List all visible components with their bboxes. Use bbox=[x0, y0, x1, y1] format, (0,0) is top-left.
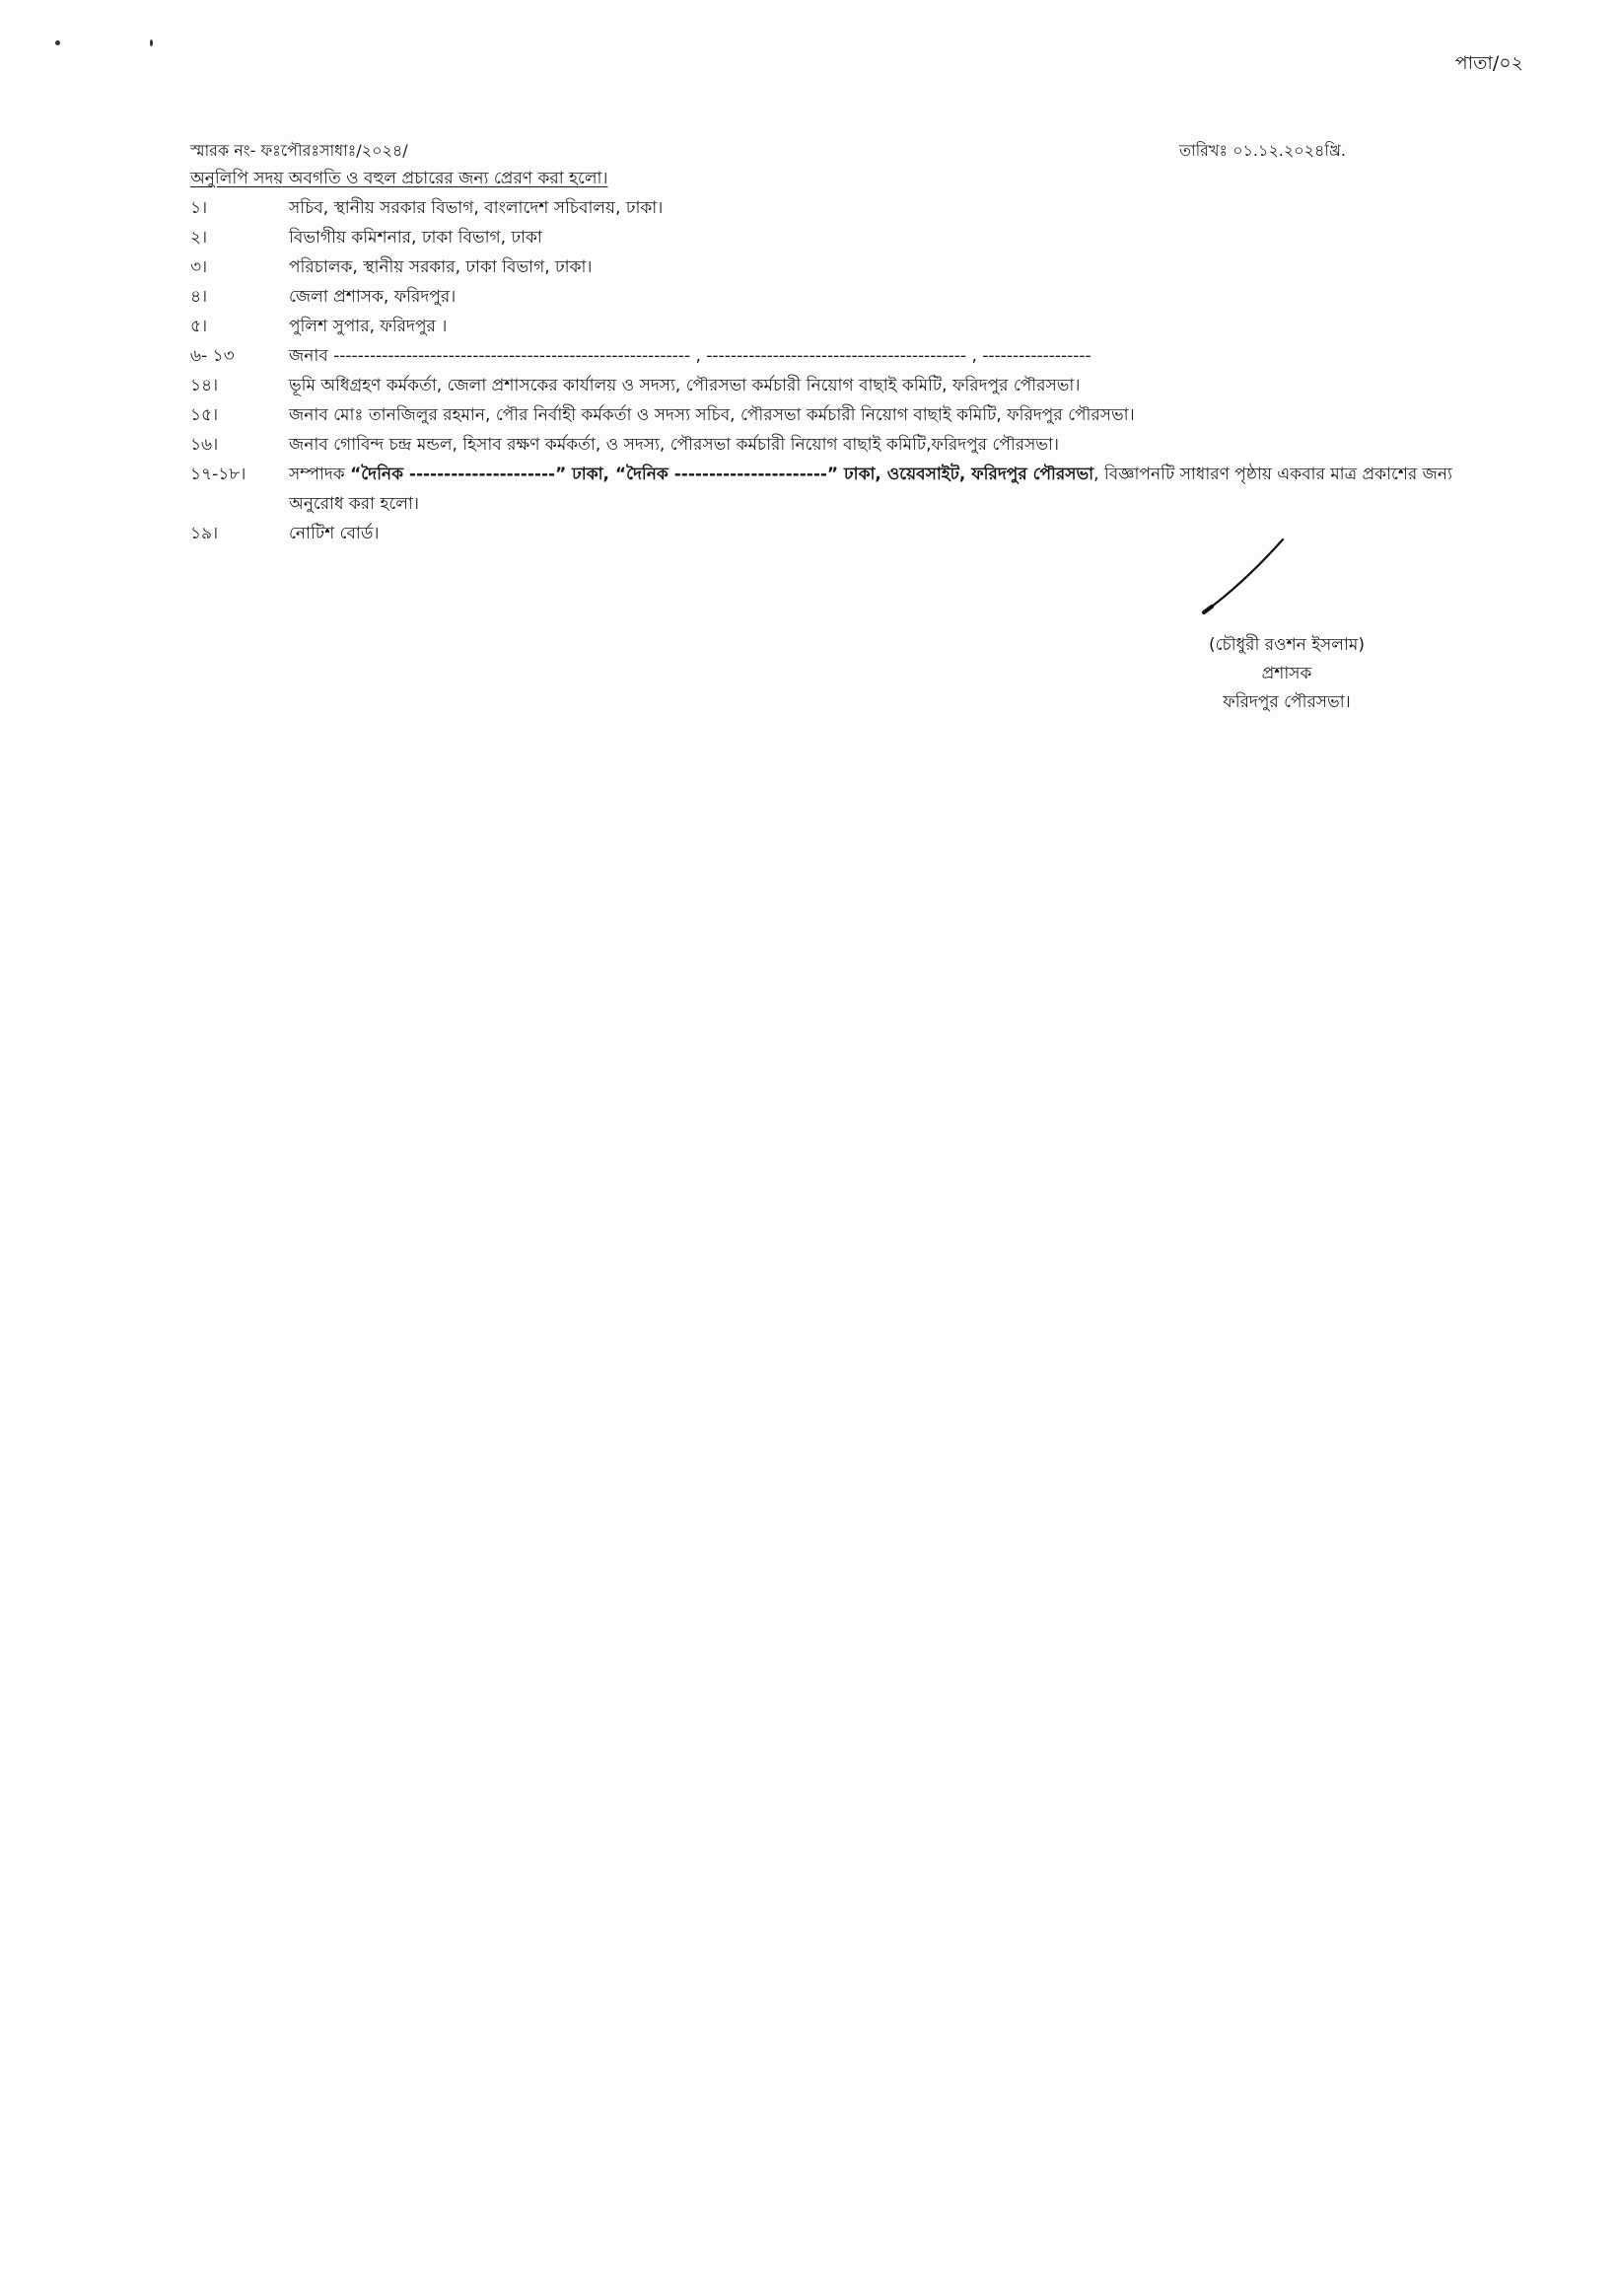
signature-mark bbox=[1198, 536, 1287, 614]
item-text: বিভাগীয় কমিশনার, ঢাকা বিভাগ, ঢাকা bbox=[289, 228, 542, 248]
signature-block bbox=[1154, 631, 1420, 717]
item-number: ১৪। bbox=[190, 376, 219, 395]
item-text: জনাব গোবিন্দ চন্দ্র মন্ডল, হিসাব রক্ষণ কর্মকর্তা, ও সদস্য, পৌরসভা কর্মচারী নিয়োগ বাছাই কমিটি,ফরিদপুর পৌরসভা। bbox=[289, 435, 1059, 455]
signatory-name: (চৌধুরী রওশন ইসলাম) bbox=[1209, 635, 1365, 655]
item-number: ২। bbox=[190, 228, 208, 248]
item-number: ১। bbox=[190, 198, 208, 218]
item-text-bold: “দৈনিক ---------------------” ঢাকা, “দৈনিক ----------------------” ঢাকা, ওয়েবসাইট, ফরিদপুর পৌরসভা bbox=[350, 465, 1094, 484]
item-text: সচিব, স্থানীয় সরকার বিভাগ, বাংলাদেশ সচিবালয়, ঢাকা। bbox=[289, 198, 664, 218]
item-text: জনাব মোঃ তানজিলুর রহমান, পৌর নির্বাহী কর্মকর্তা ও সদস্য সচিব, পৌরসভা কর্মচারী নিয়োগ বাছাই কমিটি, ফরিদপুর পৌরসভা। bbox=[289, 405, 1135, 425]
signatory-designation: প্রশাসক bbox=[1261, 664, 1312, 683]
list-item bbox=[190, 371, 1502, 400]
item-text: পরিচালক, স্থানীয় সরকার, ঢাকা বিভাগ, ঢাকা। bbox=[289, 257, 593, 277]
item-text-plain: সম্পাদক bbox=[289, 465, 351, 484]
item-text: জনাব ----------------------------------------------------------- , ------------------------------------------- , ------------------ bbox=[289, 346, 1091, 366]
item-text: ভূমি অধিগ্রহণ কর্মকর্তা, জেলা প্রশাসকের কার্যালয় ও সদস্য, পৌরসভা কর্মচারী নিয়োগ বাছাই কমিটি, ফরিদপুর পৌরসভা। bbox=[289, 376, 1081, 395]
list-item bbox=[190, 430, 1502, 460]
list-item bbox=[190, 282, 1502, 312]
list-item bbox=[190, 223, 1502, 252]
item-number: ১৬। bbox=[190, 435, 219, 455]
item-number: ৪। bbox=[190, 287, 208, 307]
issue-date: তারিখঃ ০১.১২.২০২৪খ্রি. bbox=[1178, 141, 1346, 160]
copy-heading: অনুলিপি সদয় অবগতি ও বহুল প্রচারের জন্য প্রেরণ করা হলো। bbox=[190, 169, 608, 188]
item-number: ১৭-১৮। bbox=[190, 465, 246, 484]
item-number: ১৯। bbox=[190, 524, 219, 543]
item-text: পুলিশ সুপার, ফরিদপুর । bbox=[289, 317, 448, 336]
item-number: ৫। bbox=[190, 317, 208, 336]
item-text-plain: , বিজ্ঞাপনটি সাধারণ পৃষ্ঠায় একবার মাত্র প্রকাশের জন্য অনুরোধ করা হলো। bbox=[289, 465, 1452, 514]
item-number: ৬- ১৩ bbox=[190, 346, 235, 366]
signatory-office: ফরিদপুর পৌরসভা। bbox=[1223, 692, 1351, 712]
list-item bbox=[190, 252, 1502, 282]
list-item bbox=[190, 400, 1502, 430]
recipient-list bbox=[190, 193, 1502, 548]
scan-speck bbox=[150, 39, 153, 46]
list-item bbox=[190, 460, 1502, 519]
list-item bbox=[190, 341, 1502, 371]
item-text: জেলা প্রশাসক, ফরিদপুর। bbox=[289, 287, 457, 307]
list-item bbox=[190, 193, 1502, 223]
list-item bbox=[190, 519, 1502, 548]
page-number: পাতা/০২ bbox=[1454, 52, 1523, 74]
scan-speck bbox=[55, 40, 60, 45]
item-number: ১৫। bbox=[190, 405, 219, 425]
memo-number: স্মারক নং- ফঃপৌরঃসাধাঃ/২০২৪/ bbox=[190, 141, 408, 160]
item-number: ৩। bbox=[190, 257, 208, 277]
item-text bbox=[289, 460, 1502, 519]
item-text: নোটিশ বোর্ড। bbox=[289, 524, 380, 543]
list-item bbox=[190, 312, 1502, 341]
